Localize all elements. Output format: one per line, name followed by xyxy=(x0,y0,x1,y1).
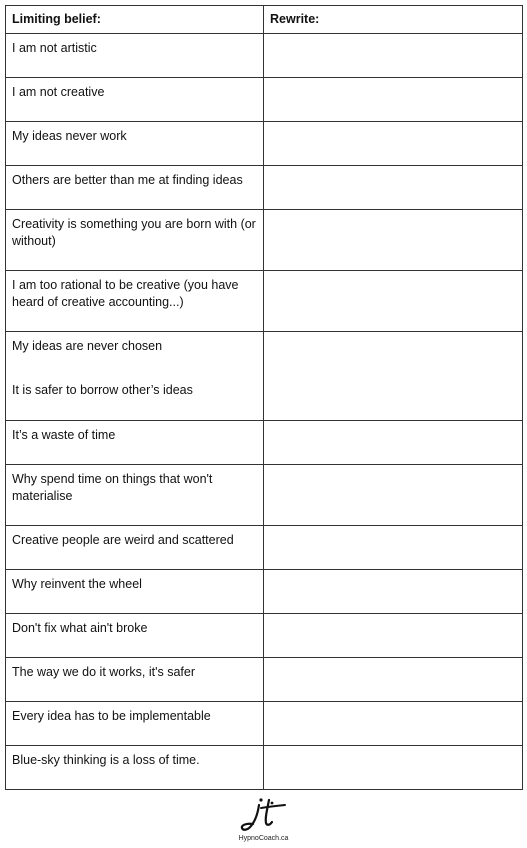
table-row xyxy=(6,570,523,614)
rewrite-cell[interactable] xyxy=(264,166,523,210)
table-body xyxy=(6,34,523,790)
belief-text: I am not artistic xyxy=(12,41,97,55)
table-row xyxy=(6,122,523,166)
table-row xyxy=(6,614,523,658)
table-row xyxy=(6,271,523,332)
rewrite-cell[interactable] xyxy=(264,421,523,465)
rewrite-cell[interactable] xyxy=(264,658,523,702)
jt-signature-logo xyxy=(239,796,289,834)
belief-text: Every idea has to be implementable xyxy=(12,709,211,723)
table-header-row xyxy=(6,6,523,34)
limiting-belief-cell xyxy=(6,421,264,465)
rewrite-cell[interactable] xyxy=(264,614,523,658)
table-row xyxy=(6,421,523,465)
limiting-belief-header: Limiting belief: xyxy=(6,6,264,34)
belief-text: Don't fix what ain't broke xyxy=(12,621,148,635)
limiting-belief-cell xyxy=(6,166,264,210)
table-row xyxy=(6,526,523,570)
limiting-belief-cell xyxy=(6,526,264,570)
footer-logo xyxy=(0,796,527,843)
rewrite-cell[interactable] xyxy=(264,570,523,614)
belief-text: Why reinvent the wheel xyxy=(12,577,142,591)
footer-site-name: HypnoCoach.ca xyxy=(238,835,289,842)
belief-text: My ideas never work xyxy=(12,129,127,143)
limiting-belief-cell xyxy=(6,702,264,746)
belief-text: Creativity is something you are born with (or without) xyxy=(12,217,256,248)
belief-text: It’s a waste of time xyxy=(12,428,116,442)
limiting-belief-cell xyxy=(6,332,264,421)
limiting-beliefs-table xyxy=(5,5,523,790)
rewrite-cell[interactable] xyxy=(264,34,523,78)
table-row xyxy=(6,34,523,78)
belief-text: Why spend time on things that won't materialise xyxy=(12,472,213,503)
table-row xyxy=(6,78,523,122)
rewrite-cell[interactable] xyxy=(264,78,523,122)
limiting-belief-cell xyxy=(6,78,264,122)
limiting-belief-cell xyxy=(6,570,264,614)
limiting-belief-cell xyxy=(6,658,264,702)
limiting-belief-cell xyxy=(6,210,264,271)
belief-text: It is safer to borrow other’s ideas xyxy=(12,383,193,397)
table-row xyxy=(6,465,523,526)
rewrite-cell[interactable] xyxy=(264,210,523,271)
rewrite-cell[interactable] xyxy=(264,122,523,166)
belief-text: My ideas are never chosen xyxy=(12,339,163,353)
rewrite-cell[interactable] xyxy=(264,526,523,570)
rewrite-header: Rewrite: xyxy=(264,6,523,34)
belief-text: Others are better than me at finding ideas xyxy=(12,173,243,187)
belief-text: The way we do it works, it's safer xyxy=(12,665,196,679)
belief-text: Creative people are weird and scattered xyxy=(12,533,234,547)
belief-text: I am too rational to be creative (you have heard of creative accounting...) xyxy=(12,278,239,309)
limiting-belief-cell xyxy=(6,614,264,658)
limiting-belief-cell xyxy=(6,271,264,332)
limiting-belief-cell xyxy=(6,465,264,526)
rewrite-cell[interactable] xyxy=(264,332,523,421)
table-row xyxy=(6,332,523,421)
rewrite-cell[interactable] xyxy=(264,746,523,790)
belief-text: Blue-sky thinking is a loss of time. xyxy=(12,753,200,767)
rewrite-cell[interactable] xyxy=(264,702,523,746)
table-row xyxy=(6,210,523,271)
table-row xyxy=(6,658,523,702)
rewrite-cell[interactable] xyxy=(264,271,523,332)
rewrite-cell[interactable] xyxy=(264,465,523,526)
limiting-belief-cell xyxy=(6,746,264,790)
limiting-belief-cell xyxy=(6,34,264,78)
table-row xyxy=(6,702,523,746)
belief-text: I am not creative xyxy=(12,85,105,99)
table-row xyxy=(6,746,523,790)
table-row xyxy=(6,166,523,210)
limiting-belief-cell xyxy=(6,122,264,166)
